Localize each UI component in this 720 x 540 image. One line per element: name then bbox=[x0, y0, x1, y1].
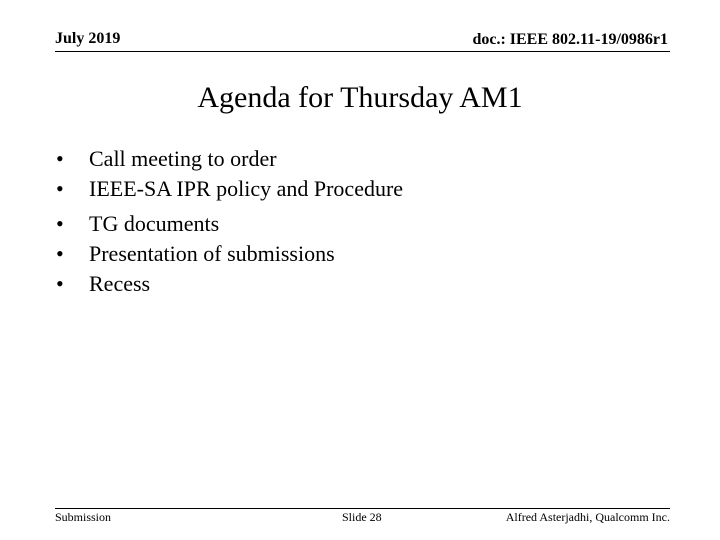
agenda-item bbox=[56, 144, 403, 174]
footer-submission: Submission bbox=[55, 510, 112, 524]
bullet-icon: • bbox=[56, 176, 64, 201]
agenda-item-text: Recess bbox=[89, 271, 151, 296]
bullet-icon: • bbox=[56, 271, 64, 296]
header-divider bbox=[55, 51, 670, 52]
agenda-item-text: IEEE-SA IPR policy and Procedure bbox=[89, 176, 404, 201]
agenda-item-text: Presentation of submissions bbox=[89, 241, 335, 266]
footer-author: Alfred Asterjadhi, Qualcomm Inc. bbox=[505, 510, 670, 524]
bullet-icon: • bbox=[56, 146, 64, 171]
header-date: July 2019 bbox=[55, 30, 121, 47]
footer-slide-number: Slide 28 bbox=[342, 510, 382, 524]
bullet-icon: • bbox=[56, 241, 64, 266]
footer-divider bbox=[55, 508, 670, 509]
slide-title: Agenda for Thursday AM1 bbox=[197, 81, 523, 114]
agenda-item bbox=[56, 269, 403, 299]
agenda-item bbox=[56, 239, 403, 269]
agenda-item-text: Call meeting to order bbox=[89, 146, 277, 171]
header-doc-id: doc.: IEEE 802.11-19/0986r1 bbox=[472, 31, 668, 48]
bullet-icon: • bbox=[56, 211, 64, 236]
agenda-list bbox=[56, 144, 403, 299]
agenda-item-text: TG documents bbox=[89, 211, 220, 236]
agenda-item bbox=[56, 174, 403, 204]
agenda-item bbox=[56, 209, 403, 239]
